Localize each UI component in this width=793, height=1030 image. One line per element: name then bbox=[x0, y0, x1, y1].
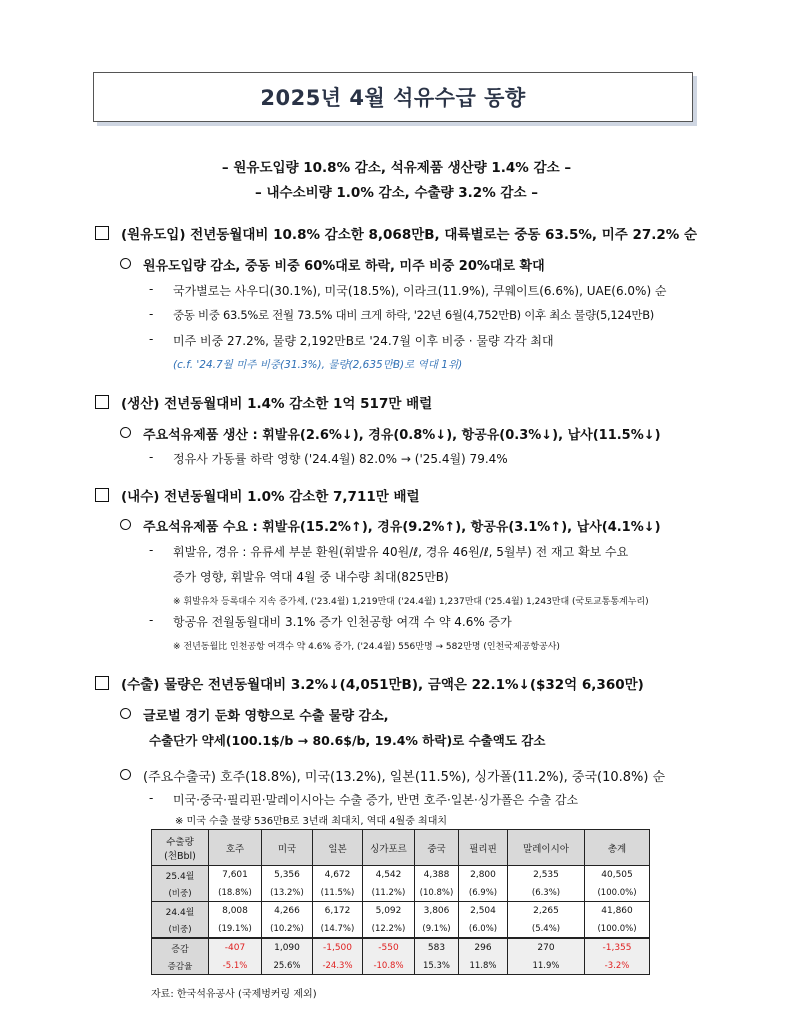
table-cell: 4,388 bbox=[415, 866, 459, 885]
row-label: (비중) bbox=[152, 884, 209, 902]
table-cell: (5.4%) bbox=[508, 920, 585, 938]
dash-item: - 휘발유, 경유 : 유류세 부분 환원(휘발유 40원/ℓ, 경유 46원/ℓ, 5월부) 전 재고 확보 수요 bbox=[149, 543, 629, 559]
rate-cell: 11.9% bbox=[508, 957, 585, 975]
source-note: 자료: 한국석유공사 (국제벙커링 제외) bbox=[151, 989, 317, 1000]
circle-bullet-icon bbox=[120, 427, 131, 438]
table-row bbox=[152, 902, 650, 921]
row-label: 25.4월 bbox=[152, 866, 209, 885]
section-heading: (내수) 전년동월대비 1.0% 감소한 7,711만 배럴 bbox=[121, 489, 420, 505]
table-cell: (19.1%) bbox=[209, 920, 262, 938]
table-cell: 2,504 bbox=[459, 902, 508, 921]
dash-item: - 항공유 전월동월대비 3.1% 증가 인천공항 여객 수 약 4.6% 증가 bbox=[149, 613, 512, 629]
dash-continuation: 증가 영향, 휘발유 역대 4월 중 내수량 최대(825만B) bbox=[173, 570, 449, 584]
table-cell: (100.0%) bbox=[585, 920, 650, 938]
circle-bullet-icon bbox=[120, 769, 131, 780]
table-cell: 6,172 bbox=[313, 902, 363, 921]
title-box bbox=[93, 72, 697, 126]
row-label: 증감 bbox=[152, 938, 209, 957]
col-header: 일본 bbox=[313, 830, 363, 866]
col-header: 말레이시아 bbox=[508, 830, 585, 866]
table-cell: 40,505 bbox=[585, 866, 650, 885]
diff-cell: -407 bbox=[209, 938, 262, 957]
table-cell: 4,672 bbox=[313, 866, 363, 885]
table-cell: 7,601 bbox=[209, 866, 262, 885]
table-cell: 5,092 bbox=[363, 902, 415, 921]
section-heading: (수출) 물량은 전년동월대비 3.2%↓(4,051만B), 금액은 22.1%↓($32억 6,360만) bbox=[121, 677, 644, 693]
table-cell: (6.0%) bbox=[459, 920, 508, 938]
summary-line-1: – 원유도입량 10.8% 감소, 석유제품 생산량 1.4% 감소 – bbox=[221, 160, 572, 176]
row-label: 증감율 bbox=[152, 957, 209, 975]
header-unit-line2: (천Bbl) bbox=[164, 850, 196, 862]
dash-item: - 미주 비중 27.2%, 물량 2,192만B로 '24.7월 이후 비중 · 물량 각각 최대 bbox=[149, 332, 554, 348]
square-bullet-icon bbox=[95, 226, 109, 240]
table-cell: 4,542 bbox=[363, 866, 415, 885]
reference-note: (c.f. '24.7월 미주 비중(31.3%), 물량(2,635만B)로 역대 1위) bbox=[173, 359, 463, 371]
summary-line-2: – 내수소비량 1.0% 감소, 수출량 3.2% 감소 – bbox=[255, 185, 538, 201]
square-bullet-icon bbox=[95, 395, 109, 409]
rate-cell: -3.2% bbox=[585, 957, 650, 975]
rate-cell: 25.6% bbox=[262, 957, 313, 975]
table-cell: (13.2%) bbox=[262, 884, 313, 902]
header-unit bbox=[152, 830, 209, 866]
section-crude-import bbox=[95, 223, 697, 243]
table-cell: 41,860 bbox=[585, 902, 650, 921]
table-cell: 2,265 bbox=[508, 902, 585, 921]
dash-text: 정유사 가동률 하락 영향 ('24.4월) 82.0% → ('25.4월) 79.4% bbox=[173, 452, 508, 466]
sub-point bbox=[120, 255, 545, 274]
diff-cell: 270 bbox=[508, 938, 585, 957]
table-cell: (11.5%) bbox=[313, 884, 363, 902]
table-row bbox=[152, 920, 650, 938]
table-cell: 5,356 bbox=[262, 866, 313, 885]
rate-cell: -5.1% bbox=[209, 957, 262, 975]
footnote: ※ 휘발유차 등록대수 지속 증가세, ('23.4월) 1,219만대 ('24.4월) 1,237만대 ('25.4월) 1,243만대 (국토교통통계누리) bbox=[173, 597, 649, 607]
export-table bbox=[151, 829, 650, 975]
table-cell: 2,800 bbox=[459, 866, 508, 885]
table-row bbox=[152, 884, 650, 902]
square-bullet-icon bbox=[95, 488, 109, 502]
dash-item: - 미국·중국·필리핀·말레이시아는 수출 증가, 반면 호주·일본·싱가폴은 수출 감소 bbox=[149, 791, 579, 807]
section-heading: (원유도입) 전년동월대비 10.8% 감소한 8,068만B, 대륙별로는 중동 63.5%, 미주 27.2% 순 bbox=[121, 227, 698, 243]
sub-point bbox=[120, 705, 389, 724]
col-header: 총계 bbox=[585, 830, 650, 866]
section-export bbox=[95, 673, 644, 693]
dash-text: 미주 비중 27.2%, 물량 2,192만B로 '24.7월 이후 비중 · 물량 각각 최대 bbox=[173, 334, 554, 348]
dash-text: 중동 비중 63.5%로 전월 73.5% 대비 크게 하락, '22년 6월(4,752만B) 이후 최소 물량(5,124만B) bbox=[173, 308, 654, 322]
dash-item: - 국가별로는 사우디(30.1%), 미국(18.5%), 이라크(11.9%), 쿠웨이트(6.6%), UAE(6.0%) 순 bbox=[149, 282, 667, 298]
dash-text: 미국·중국·필리핀·말레이시아는 수출 증가, 반면 호주·일본·싱가폴은 수출 감소 bbox=[173, 793, 579, 807]
sub-point-text: 주요석유제품 수요 : 휘발유(15.2%↑), 경유(9.2%↑), 항공유(3.1%↑), 납사(4.1%↓) bbox=[143, 520, 661, 535]
col-header: 중국 bbox=[415, 830, 459, 866]
dash-text: 항공유 전월동월대비 3.1% 증가 인천공항 여객 수 약 4.6% 증가 bbox=[173, 615, 512, 629]
dash-text: 국가별로는 사우디(30.1%), 미국(18.5%), 이라크(11.9%), 쿠웨이트(6.6%), UAE(6.0%) 순 bbox=[173, 284, 667, 298]
rate-cell: 11.8% bbox=[459, 957, 508, 975]
table-cell: 3,806 bbox=[415, 902, 459, 921]
diff-cell: -1,355 bbox=[585, 938, 650, 957]
rate-cell: 15.3% bbox=[415, 957, 459, 975]
col-header: 필리핀 bbox=[459, 830, 508, 866]
rate-row bbox=[152, 957, 650, 975]
sub-point-text: 주요석유제품 생산 : 휘발유(2.6%↓), 경유(0.8%↓), 항공유(0.3%↓), 납사(11.5%↓) bbox=[143, 428, 661, 443]
square-bullet-icon bbox=[95, 676, 109, 690]
dash-item: - 정유사 가동률 하락 영향 ('24.4월) 82.0% → ('25.4월) 79.4% bbox=[149, 450, 508, 466]
col-header: 미국 bbox=[262, 830, 313, 866]
dash-item: - 중동 비중 63.5%로 전월 73.5% 대비 크게 하락, '22년 6월(4,752만B) 이후 최소 물량(5,124만B) bbox=[149, 307, 654, 322]
diff-cell: 296 bbox=[459, 938, 508, 957]
section-production bbox=[95, 392, 432, 412]
diff-cell: -550 bbox=[363, 938, 415, 957]
table-cell: (10.8%) bbox=[415, 884, 459, 902]
row-label: (비중) bbox=[152, 920, 209, 938]
table-cell: (10.2%) bbox=[262, 920, 313, 938]
table-cell: 4,266 bbox=[262, 902, 313, 921]
page-title: 2025년 4월 석유수급 동향 bbox=[93, 72, 693, 122]
sub-point-text: 원유도입량 감소, 중동 비중 60%대로 하락, 미주 비중 20%대로 확대 bbox=[143, 259, 545, 274]
rate-cell: -24.3% bbox=[313, 957, 363, 975]
section-heading: (생산) 전년동월대비 1.4% 감소한 1억 517만 배럴 bbox=[121, 396, 433, 412]
sub-point bbox=[120, 424, 661, 443]
sub-point-text: 글로벌 경기 둔화 영향으로 수출 물량 감소, bbox=[143, 709, 389, 724]
sub-point-text: (주요수출국) 호주(18.8%), 미국(13.2%), 일본(11.5%), 싱가폴(11.2%), 중국(10.8%) 순 bbox=[143, 770, 666, 785]
circle-bullet-icon bbox=[120, 519, 131, 530]
table-header-row bbox=[152, 830, 650, 866]
table-cell: (18.8%) bbox=[209, 884, 262, 902]
diff-row bbox=[152, 938, 650, 957]
table-note: ※ 미국 수출 물량 536만B로 3년래 최대치, 역대 4월중 최대치 bbox=[175, 816, 448, 827]
sub-point bbox=[120, 516, 661, 535]
table-cell: (12.2%) bbox=[363, 920, 415, 938]
table-cell: (11.2%) bbox=[363, 884, 415, 902]
diff-cell: 583 bbox=[415, 938, 459, 957]
table-cell: (9.1%) bbox=[415, 920, 459, 938]
section-domestic-demand bbox=[95, 485, 420, 505]
sub-point-continuation: 수출단가 약세(100.1$/b → 80.6$/b, 19.4% 하락)로 수출액도 감소 bbox=[149, 733, 546, 748]
circle-bullet-icon bbox=[120, 258, 131, 269]
diff-cell: -1,500 bbox=[313, 938, 363, 957]
header-unit-line1: 수출량 bbox=[166, 836, 194, 848]
footnote: ※ 전년동월比 인천공항 여객수 약 4.6% 증가, ('24.4월) 556만명 → 582만명 (인천국제공항공사) bbox=[173, 642, 560, 652]
sub-point bbox=[120, 766, 665, 785]
dash-text: 휘발유, 경유 : 유류세 부분 환원(휘발유 40원/ℓ, 경유 46원/ℓ, 5월부) 전 재고 확보 수요 bbox=[173, 545, 629, 559]
table-cell: (100.0%) bbox=[585, 884, 650, 902]
circle-bullet-icon bbox=[120, 708, 131, 719]
table-cell: (6.9%) bbox=[459, 884, 508, 902]
col-header: 싱가포르 bbox=[363, 830, 415, 866]
table-cell: 2,535 bbox=[508, 866, 585, 885]
col-header: 호주 bbox=[209, 830, 262, 866]
table-cell: (14.7%) bbox=[313, 920, 363, 938]
rate-cell: -10.8% bbox=[363, 957, 415, 975]
table-cell: 8,008 bbox=[209, 902, 262, 921]
diff-cell: 1,090 bbox=[262, 938, 313, 957]
table-cell: (6.3%) bbox=[508, 884, 585, 902]
table-row bbox=[152, 866, 650, 885]
row-label: 24.4월 bbox=[152, 902, 209, 921]
